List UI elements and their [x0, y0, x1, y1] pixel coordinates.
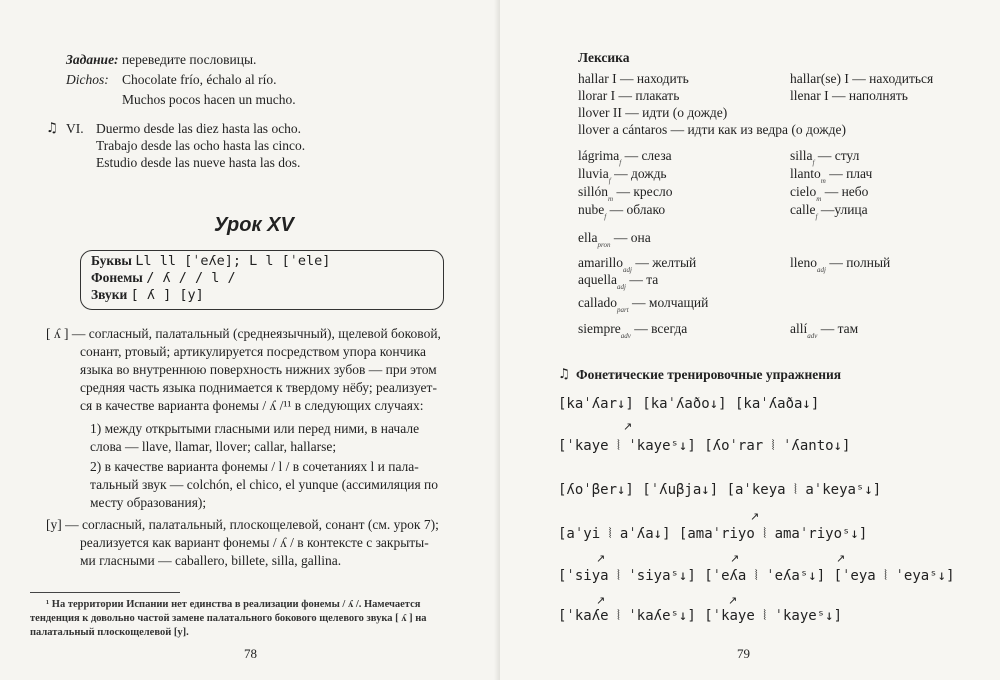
vocab-verb: llover II — идти (о дожде): [578, 105, 728, 120]
vocab-noun: [790, 184, 869, 203]
box-zvuki: [91, 287, 204, 303]
vocab-noun: [790, 148, 860, 167]
vocab-translation: — полный: [829, 255, 891, 270]
transcription-line: [ʎoˈβer↓] [ˈʎuβja↓] [aˈkeya ⦚ aˈkeyaˢ↓]: [558, 482, 882, 498]
pos-tag: adj: [817, 266, 826, 274]
text-line: языка во внутреннюю поверхность нижних зубов — при этом: [80, 362, 437, 377]
vocab-translation: — всегда: [634, 321, 688, 336]
vocab-translation: — кресло: [616, 184, 673, 199]
transcription-line: [ˈkaye ⦚ ˈkayeˢ↓] [ʎoˈrar ⦚ ˈʎanto↓]: [558, 438, 851, 454]
text-line: ми гласными — caballero, billete, silla, gallina.: [80, 553, 342, 568]
page-number-left: 78: [244, 646, 257, 661]
gender-tag: f: [812, 159, 815, 167]
gender-tag: m: [608, 195, 614, 203]
intonation-arrow-icon: ↗: [623, 420, 633, 433]
section-title-leksika: Лексика: [578, 50, 630, 65]
vocab-pronoun: [578, 230, 651, 249]
box-bukvy: [91, 253, 330, 269]
pos-tag: pron: [597, 241, 611, 249]
vocab-noun: [578, 166, 667, 185]
footnote-rule: [30, 592, 180, 593]
footnote: [30, 598, 470, 640]
text-line: сонант, ртовый; артикулируется посредством упора кончика: [80, 344, 426, 359]
vocab-word: siempre: [578, 321, 621, 336]
vocab-word: lágrima: [578, 148, 620, 163]
vocab-word: callado: [578, 295, 617, 310]
footnote-line: тенденция к довольно частой замене палатального бокового щелевого звука [ ʎ ] на: [30, 613, 427, 624]
fonemy-value: / ʎ / / l /: [146, 270, 236, 286]
vocab-adjective: [578, 272, 659, 291]
vocab-translation: —улица: [820, 202, 868, 217]
vocab-verb: llorar I — плакать: [578, 88, 680, 103]
vocab-word: calle: [790, 202, 816, 217]
pos-tag: adv: [620, 332, 631, 340]
gender-tag: f: [608, 177, 611, 185]
drill-line-2: Trabajo desde las ocho hasta las cinco.: [96, 138, 306, 153]
drill-line-3: Estudio desde las nueve hasta las dos.: [96, 155, 301, 170]
vocab-translation: — небо: [824, 184, 869, 199]
vocab-translation: — та: [629, 272, 659, 287]
gender-tag: m: [820, 177, 826, 185]
zvuki-label: Звуки: [91, 287, 128, 302]
zvuki-value: [ ʎ ] [y]: [130, 287, 204, 303]
text-line: реализуется как вариант фонемы / ʎ / в контексте с закрыты-: [80, 535, 429, 550]
vocab-translation: — желтый: [635, 255, 697, 270]
case-1: [90, 420, 470, 456]
vocab-translation: — она: [613, 230, 651, 245]
bukvy-value: Ll ll [ˈeʎe]; L l [ˈele]: [135, 253, 331, 269]
box-fonemy: [91, 270, 236, 286]
vocab-noun: [578, 202, 666, 221]
intonation-arrow-icon: ↗: [730, 552, 740, 565]
transcription-line: [kaˈʎar↓] [kaˈʎaðo↓] [kaˈʎaða↓]: [558, 396, 820, 412]
page-number-right: 79: [737, 646, 750, 661]
page-79: [500, 0, 1000, 680]
intonation-arrow-icon: ↗: [836, 552, 846, 565]
vocab-word: allí: [790, 321, 808, 336]
transcription-line: [ˈkaʎe ⦚ ˈkaʎeˢ↓] [ˈkaye ⦚ ˈkayeˢ↓]: [558, 608, 842, 624]
vocab-word: nube: [578, 202, 605, 217]
text-line: месту образования);: [90, 495, 207, 510]
vocab-word: ella: [578, 230, 598, 245]
dichos-label: Dichos:: [66, 72, 109, 87]
footnote-line: ¹ На территории Испании нет единства в реализации фонемы / ʎ /. Намечается: [46, 599, 421, 610]
vocab-translation: — плач: [829, 166, 873, 181]
intonation-arrow-icon: ↗: [728, 594, 738, 607]
vocab-word: silla: [790, 148, 813, 163]
vocab-verb: llover a cántaros — идти как из ведра (о дожде): [578, 122, 846, 137]
text-line: 2) в качестве варианта фонемы / l / в сочетаниях l и пала-: [90, 459, 419, 474]
vocab-noun: [578, 148, 672, 167]
vocab-noun: [790, 202, 868, 221]
transcription-line: [aˈyi ⦚ aˈʎa↓] [amaˈriyo ⦚ amaˈriyoˢ↓]: [558, 526, 868, 542]
music-note-icon: ♫: [46, 120, 59, 136]
pos-tag: adj: [616, 283, 626, 291]
dicho-2: Muchos pocos hacen un mucho.: [122, 92, 296, 107]
vocab-adjective: [790, 255, 891, 274]
description-y: [46, 516, 466, 570]
bukvy-label: Буквы: [91, 253, 132, 268]
text-line: ся в качестве варианта фонемы / ʎ /¹¹ в следующих случаях:: [80, 398, 424, 413]
vocab-translation: — молчащий: [632, 295, 709, 310]
vocab-verb: llenar I — наполнять: [790, 88, 908, 103]
vocab-verb: hallar I — находить: [578, 71, 689, 86]
vocab-adjective: [578, 255, 697, 274]
vocab-adverb: [790, 321, 859, 340]
vocab-adverb: [578, 321, 688, 340]
intonation-arrow-icon: ↗: [596, 594, 606, 607]
drill-number: VI.: [66, 121, 84, 136]
intonation-arrow-icon: ↗: [596, 552, 606, 565]
vocab-word: lluvia: [578, 166, 609, 181]
text-line: тальный звук — colchón, el chico, el yunque (ассимиляция по: [90, 477, 439, 492]
vocab-translation: — там: [820, 321, 859, 336]
text-line: средняя часть языка поднимается к твердому нёбу; реализует-: [80, 380, 437, 395]
vocab-word: cielo: [790, 184, 817, 199]
vocab-word: sillón: [578, 184, 609, 199]
vocab-verb: hallar(se) I — находиться: [790, 71, 934, 86]
dicho-1: Chocolate frío, échalo al río.: [122, 72, 277, 87]
vocab-word: llanto: [790, 166, 821, 181]
pos-tag: part: [616, 306, 629, 314]
vocab-translation: — дождь: [614, 166, 667, 181]
case-2: [90, 458, 470, 512]
pos-tag: adv: [807, 332, 818, 340]
text-line: [y] — согласный, палатальный, плоскощелевой, сонант (см. урок 7);: [46, 517, 439, 532]
vocab-noun: [790, 166, 873, 185]
exercise-title: Фонетические тренировочные упражнения: [576, 367, 842, 382]
vocab-translation: — стул: [817, 148, 860, 163]
vocab-translation: — слеза: [624, 148, 672, 163]
gender-tag: f: [619, 159, 622, 167]
fonemy-label: Фонемы: [91, 270, 143, 285]
lesson-title: Урок XV: [214, 214, 294, 236]
description-lambda: [46, 325, 466, 415]
vocab-word: lleno: [790, 255, 817, 270]
text-line: слова — llave, llamar, llover; callar, hallarse;: [90, 439, 337, 454]
text-line: 1) между открытыми гласными или перед ними, в начале: [90, 421, 420, 436]
music-note-icon: ♫: [558, 366, 571, 382]
vocab-participle: [578, 295, 709, 314]
gender-tag: f: [604, 213, 607, 221]
vocab-translation: — облако: [609, 202, 666, 217]
footnote-line: палатальный плоскощелевой [y].: [30, 627, 189, 638]
task-label: Задание:: [66, 52, 119, 67]
vocab-word: aquella: [578, 272, 617, 287]
pos-tag: adj: [622, 266, 632, 274]
vocab-word: amarillo: [578, 255, 623, 270]
gender-tag: m: [816, 195, 822, 203]
intonation-arrow-icon: ↗: [750, 510, 760, 523]
transcription-line: [ˈsiya ⦚ ˈsiyaˢ↓] [ˈeʎa ⦚ ˈeʎaˢ↓] [ˈeya ⦚ ˈeyaˢ↓]: [558, 568, 955, 584]
drill-line-1: Duermo desde las diez hasta las ocho.: [96, 121, 302, 136]
task-line: [66, 52, 256, 68]
phoneme-box: [80, 250, 444, 310]
vocab-noun: [578, 184, 673, 203]
task-text: переведите пословицы.: [121, 52, 257, 67]
text-line: [ ʎ ] — согласный, палатальный (среднеязычный), щелевой боковой,: [46, 326, 441, 341]
gender-tag: f: [815, 213, 818, 221]
